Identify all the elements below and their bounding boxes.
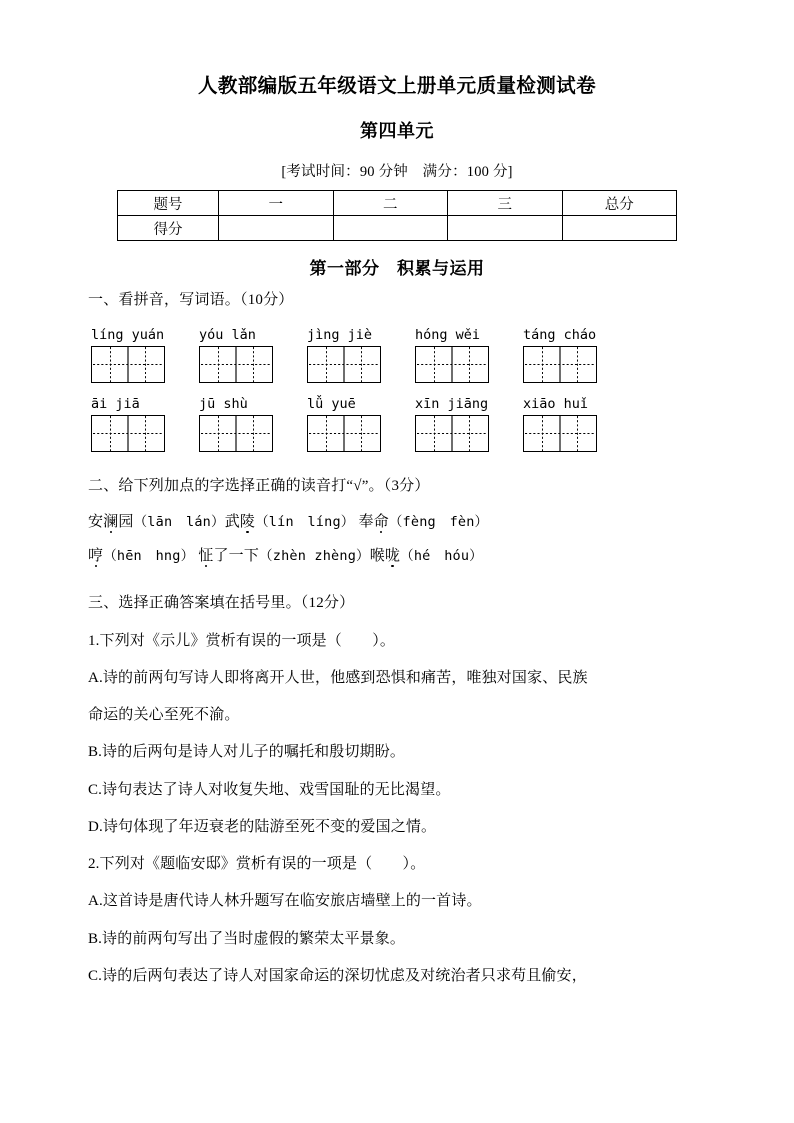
- pinyin-choices[interactable]: （hēn hng）: [103, 548, 195, 565]
- question-two-line-1: [88, 496, 706, 532]
- question-3-2-option-c[interactable]: C.诗的后两句表达了诗人对国家命运的深切忧虑及对统治者只求苟且偷安，: [88, 967, 587, 984]
- char-post: 园: [118, 513, 134, 530]
- pinyin-label: jū shù: [199, 395, 248, 412]
- table-row: [118, 216, 677, 241]
- question-3-1-option-a[interactable]: A.诗的前两句写诗人即将离开人世，他感到恐惧和痛苦，唯独对国家、民族: [88, 669, 588, 686]
- page-title: 人教部编版五年级语文上册单元质量检测试卷: [197, 75, 596, 97]
- tianzige-grid-icon: [199, 346, 273, 383]
- score-input-cell[interactable]: [562, 216, 677, 241]
- question-3-1-option-a-cont: 命运的关心至死不渝。: [88, 707, 240, 724]
- exam-info: [考试时间：90 分钟 满分：100 分]: [281, 164, 513, 181]
- pinyin-label: xiāo huǐ: [523, 395, 589, 412]
- dotted-char: 怔: [198, 548, 214, 565]
- score-table-header-cell: 总分: [562, 191, 677, 216]
- pinyin-writing-exercise: [88, 311, 706, 452]
- pinyin-label: lǚ yuē: [307, 395, 356, 412]
- question-3-1-option-b[interactable]: B.诗的后两句是诗人对儿子的嘱托和殷切期盼。: [88, 744, 406, 761]
- writing-grid-cell[interactable]: [523, 415, 631, 452]
- tianzige-grid-icon: [523, 415, 597, 452]
- score-table-row-label: 得分: [118, 216, 219, 241]
- question-3-1-stem: 1.下列对《示儿》赏析有误的一项是（ ）。: [88, 632, 396, 649]
- writing-grid-cell[interactable]: [523, 346, 631, 383]
- writing-grid-cell[interactable]: [307, 346, 415, 383]
- score-input-cell[interactable]: [448, 216, 563, 241]
- writing-grid-row: [88, 415, 706, 452]
- pinyin-row: [88, 396, 706, 412]
- question-two-line-2: [88, 532, 706, 566]
- score-table-container: [88, 181, 706, 241]
- question-3-2-option-b[interactable]: B.诗的前两句写出了当时虚假的繁荣太平景象。: [88, 930, 406, 947]
- pinyin-label: táng cháo: [523, 326, 597, 343]
- question-one-heading: 一、看拼音，写词语。（10分）: [88, 292, 294, 309]
- char-pre: 喉: [369, 548, 385, 565]
- tianzige-grid-icon: [523, 346, 597, 383]
- question-three-heading: 三、选择正确答案填在括号里。（12分）: [88, 595, 355, 612]
- writing-grid-cell[interactable]: [91, 346, 199, 383]
- question-3-1-option-c[interactable]: C.诗句表达了诗人对收复失地、戏雪国耻的无比渴望。: [88, 781, 451, 798]
- score-table-header-cell: 一: [219, 191, 334, 216]
- dotted-char: 澜: [103, 513, 119, 530]
- tianzige-grid-icon: [415, 415, 489, 452]
- writing-grid-cell[interactable]: [307, 415, 415, 452]
- pinyin-choices[interactable]: （fèng fèn）: [388, 513, 489, 530]
- writing-grid-cell[interactable]: [199, 346, 307, 383]
- pinyin-label: hóng wěi: [415, 326, 481, 343]
- tianzige-grid-icon: [91, 415, 165, 452]
- question-3-1-option-d[interactable]: D.诗句体现了年迈衰老的陆游至死不变的爱国之情。: [88, 818, 437, 835]
- tianzige-grid-icon: [307, 346, 381, 383]
- pinyin-label: líng yuán: [91, 326, 165, 343]
- pinyin-label: āi jiā: [91, 395, 140, 412]
- pinyin-label: xīn jiāng: [415, 395, 489, 412]
- tianzige-grid-icon: [307, 415, 381, 452]
- dotted-char: 哼: [88, 548, 104, 565]
- pinyin-choices[interactable]: （hé hóu）: [400, 548, 483, 565]
- pinyin-choices[interactable]: （lān lán）: [133, 513, 225, 530]
- score-table-header-cell: 二: [333, 191, 448, 216]
- writing-grid-cell[interactable]: [415, 415, 523, 452]
- dotted-char: 咙: [384, 548, 401, 565]
- tianzige-grid-icon: [199, 415, 273, 452]
- score-input-cell[interactable]: [219, 216, 334, 241]
- page-subtitle: 第四单元: [360, 121, 434, 142]
- table-row: [118, 191, 677, 216]
- pinyin-label: jìng jiè: [307, 326, 373, 343]
- char-pre: 奉: [358, 513, 374, 530]
- pinyin-row: [88, 327, 706, 343]
- question-3-2-stem: 2.下列对《题临安邸》赏析有误的一项是（ ）。: [88, 856, 426, 873]
- writing-grid-cell[interactable]: [199, 415, 307, 452]
- writing-grid-cell[interactable]: [415, 346, 523, 383]
- pinyin-choices[interactable]: （lín líng）: [255, 513, 355, 530]
- char-pre: 武: [224, 513, 240, 530]
- score-table: [117, 190, 677, 241]
- question-3-2-option-a[interactable]: A.这首诗是唐代诗人林升题写在临安旅店墙壁上的一首诗。: [88, 893, 482, 910]
- writing-grid-row: [88, 346, 706, 383]
- char-pre: 安: [88, 513, 104, 530]
- part-one-heading: 第一部分 积累与运用: [309, 259, 485, 279]
- dotted-char: 命: [373, 513, 389, 530]
- tianzige-grid-icon: [91, 346, 165, 383]
- question-two-heading: 二、给下列加点的字选择正确的读音打“√”。（3分）: [88, 477, 430, 494]
- tianzige-grid-icon: [415, 346, 489, 383]
- score-table-header-cell: 三: [448, 191, 563, 216]
- char-post: 了一下: [213, 548, 260, 565]
- pinyin-choices[interactable]: （zhèn zhèng）: [259, 548, 370, 565]
- dotted-char: 陵: [239, 513, 256, 530]
- writing-grid-cell[interactable]: [91, 415, 199, 452]
- score-table-row-label: 题号: [118, 191, 219, 216]
- pinyin-label: yóu lǎn: [199, 326, 256, 343]
- score-input-cell[interactable]: [333, 216, 448, 241]
